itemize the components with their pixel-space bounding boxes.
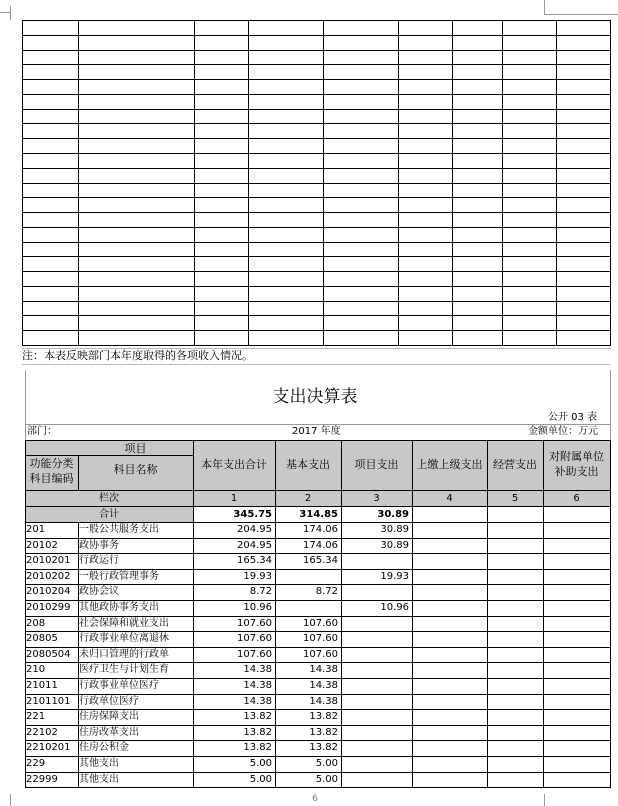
grid-line: [25, 647, 610, 648]
row-basic: 174.06: [303, 540, 338, 551]
form-code: 公开 03 表: [548, 412, 598, 423]
row-basic: 13.82: [309, 742, 338, 753]
table-border: [610, 440, 611, 788]
row-code: 2101101: [26, 696, 71, 707]
row-project: 10.96: [380, 602, 409, 613]
row-subject-name: 行政运行: [79, 555, 119, 566]
grid-line: [487, 440, 488, 788]
row-code: 2210201: [26, 742, 71, 753]
header-item: 项目: [124, 442, 147, 455]
row-total: 19.93: [243, 571, 272, 582]
grid-line: [25, 694, 610, 695]
header-subject-name: 科目名称: [113, 463, 158, 476]
grid-line: [25, 490, 610, 491]
row-code: 21011: [26, 680, 58, 691]
amount-unit: 金额单位：万元: [528, 426, 598, 437]
grid-line: [193, 440, 194, 788]
row-code: 208: [26, 618, 46, 629]
row-subject-name: 一般公共服务支出: [79, 524, 159, 535]
row-total: 13.82: [243, 727, 272, 738]
row-code: 2010201: [26, 555, 71, 566]
row-subject-name: 住房保障支出: [79, 711, 139, 722]
grid-line: [25, 740, 610, 741]
row-subject-name: 医疗卫生与计划生育: [79, 664, 169, 675]
row-total: 14.38: [243, 680, 272, 691]
row-subject-name: 住房改革支出: [79, 727, 139, 738]
row-basic: 13.82: [309, 727, 338, 738]
row-total: 13.82: [243, 742, 272, 753]
row-code: 221: [26, 711, 46, 722]
dept-label: 部门：: [27, 426, 57, 437]
row-total: 165.34: [237, 555, 272, 566]
column-number: 6: [573, 493, 580, 504]
row-total: 14.38: [243, 664, 272, 675]
grid-line: [25, 709, 610, 710]
row-subject-name: 未归口管理的行政单: [79, 649, 169, 660]
row-total: 5.00: [249, 758, 272, 769]
row-subject-name: 政协会议: [79, 586, 119, 597]
row-basic: 165.34: [303, 555, 338, 566]
row-subject-name: 其他政协事务支出: [79, 602, 159, 613]
row-basic: 13.82: [309, 711, 338, 722]
row-basic: 174.06: [303, 524, 338, 535]
grid-line: [275, 440, 276, 788]
row-project: [341, 756, 412, 771]
grid-line: [25, 616, 610, 617]
row-project: [341, 694, 412, 709]
grid-line: [25, 569, 610, 570]
column-number: 4: [446, 493, 453, 504]
row-project: [341, 709, 412, 724]
row-subject-name: 一般行政管理事务: [79, 571, 159, 582]
grid-line: [25, 631, 610, 632]
grid-line: [25, 772, 610, 773]
row-total: 204.95: [237, 524, 272, 535]
row-project: [341, 725, 412, 740]
row-subject-name: 政协事务: [79, 540, 119, 551]
row-code: 210: [26, 664, 46, 675]
grid-line: [25, 662, 610, 663]
grid-line: [341, 440, 342, 788]
grid-line: [25, 678, 610, 679]
header-func-code: 功能分类 科目编码: [29, 457, 74, 485]
row-total: 10.96: [243, 602, 272, 613]
page-number: 6: [312, 794, 318, 804]
header-remit: 上缴上级支出: [416, 458, 483, 471]
grid-line: [25, 756, 610, 757]
row-subject-name: 社会保障和就业支出: [79, 618, 169, 629]
row-total: 8.72: [249, 586, 272, 597]
row-code: 201: [26, 524, 46, 535]
row-subject-name: 住房公积金: [79, 742, 129, 753]
table-note: 注：本表反映部门本年度取得的各项收入情况。: [22, 349, 253, 362]
row-total: 107.60: [237, 649, 272, 660]
row-total: 107.60: [237, 633, 272, 644]
row-total: 107.60: [237, 618, 272, 629]
row-total: 13.82: [243, 711, 272, 722]
row-basic: 107.60: [303, 649, 338, 660]
grid-line: [25, 522, 610, 523]
header-total: 本年支出合计: [201, 458, 267, 471]
row-code: 20805: [26, 633, 58, 644]
row-project: [341, 662, 412, 677]
grid-line: [25, 506, 610, 507]
header-project: 项目支出: [354, 458, 399, 471]
row-project: [341, 616, 412, 631]
column-number: 3: [373, 493, 380, 504]
total-project: 30.89: [377, 509, 409, 520]
row-basic: 14.38: [309, 680, 338, 691]
header-subsidy: 对附属单位 补助支出: [549, 450, 604, 478]
row-project: 19.93: [380, 571, 409, 582]
row-project: [341, 584, 412, 599]
table-border: [25, 440, 26, 788]
header-lanci: 栏次: [99, 493, 119, 504]
row-basic: 5.00: [315, 758, 338, 769]
row-project: [341, 678, 412, 693]
row-basic: 8.72: [315, 586, 338, 597]
column-number: 2: [304, 493, 312, 504]
row-basic: 5.00: [315, 774, 338, 785]
column-number: 1: [230, 493, 238, 504]
row-code: 2080504: [26, 649, 71, 660]
page-title: 支出决算表: [272, 387, 358, 407]
row-project: 30.89: [380, 524, 409, 535]
grid-line: [25, 787, 610, 788]
row-basic: 14.38: [309, 696, 338, 707]
row-project: [341, 553, 412, 568]
row-code: 20102: [26, 540, 58, 551]
row-total: 5.00: [249, 774, 272, 785]
row-project: [341, 772, 412, 787]
row-subject-name: 行政事业单位离退休: [79, 633, 169, 644]
header-basic: 基本支出: [286, 458, 330, 471]
row-basic: 14.38: [309, 664, 338, 675]
row-project: [341, 647, 412, 662]
row-code: 2010299: [26, 602, 71, 613]
total-amount: 345.75: [233, 509, 272, 520]
grid-line: [25, 584, 610, 585]
row-code: 2010204: [26, 586, 71, 597]
grid-line: [78, 522, 79, 788]
total-label: 合计: [99, 509, 119, 520]
grid-line: [412, 440, 413, 788]
row-project: [341, 740, 412, 755]
table-frame: [25, 370, 26, 440]
row-total: 204.95: [237, 540, 272, 551]
row-code: 2010202: [26, 571, 71, 582]
grid-line: [78, 455, 79, 490]
table-top-rule: [25, 424, 610, 425]
row-subject-name: 行政单位医疗: [79, 696, 139, 707]
row-subject-name: 其他支出: [79, 774, 119, 785]
total-basic: 314.85: [299, 509, 338, 520]
grid-line: [25, 538, 610, 539]
row-code: 22999: [26, 774, 58, 785]
row-basic: [275, 569, 341, 584]
row-code: 229: [26, 758, 46, 769]
row-basic: 107.60: [303, 618, 338, 629]
row-basic: 107.60: [303, 633, 338, 644]
row-project: 30.89: [380, 540, 409, 551]
row-subject-name: 行政事业单位医疗: [79, 680, 159, 691]
grid-line: [25, 600, 610, 601]
grid-line: [25, 725, 610, 726]
report-year: 2017 年度: [292, 426, 341, 437]
table-frame: [610, 370, 611, 440]
row-project: [341, 631, 412, 646]
header-business: 经营支出: [493, 458, 537, 471]
grid-line: [543, 440, 544, 788]
row-basic: [275, 600, 341, 615]
row-subject-name: 其他支出: [79, 758, 119, 769]
row-total: 14.38: [243, 696, 272, 707]
column-number: 5: [511, 493, 519, 504]
row-code: 22102: [26, 727, 58, 738]
grid-line: [25, 553, 610, 554]
table-border: [25, 440, 610, 441]
grid-line: [25, 455, 193, 456]
